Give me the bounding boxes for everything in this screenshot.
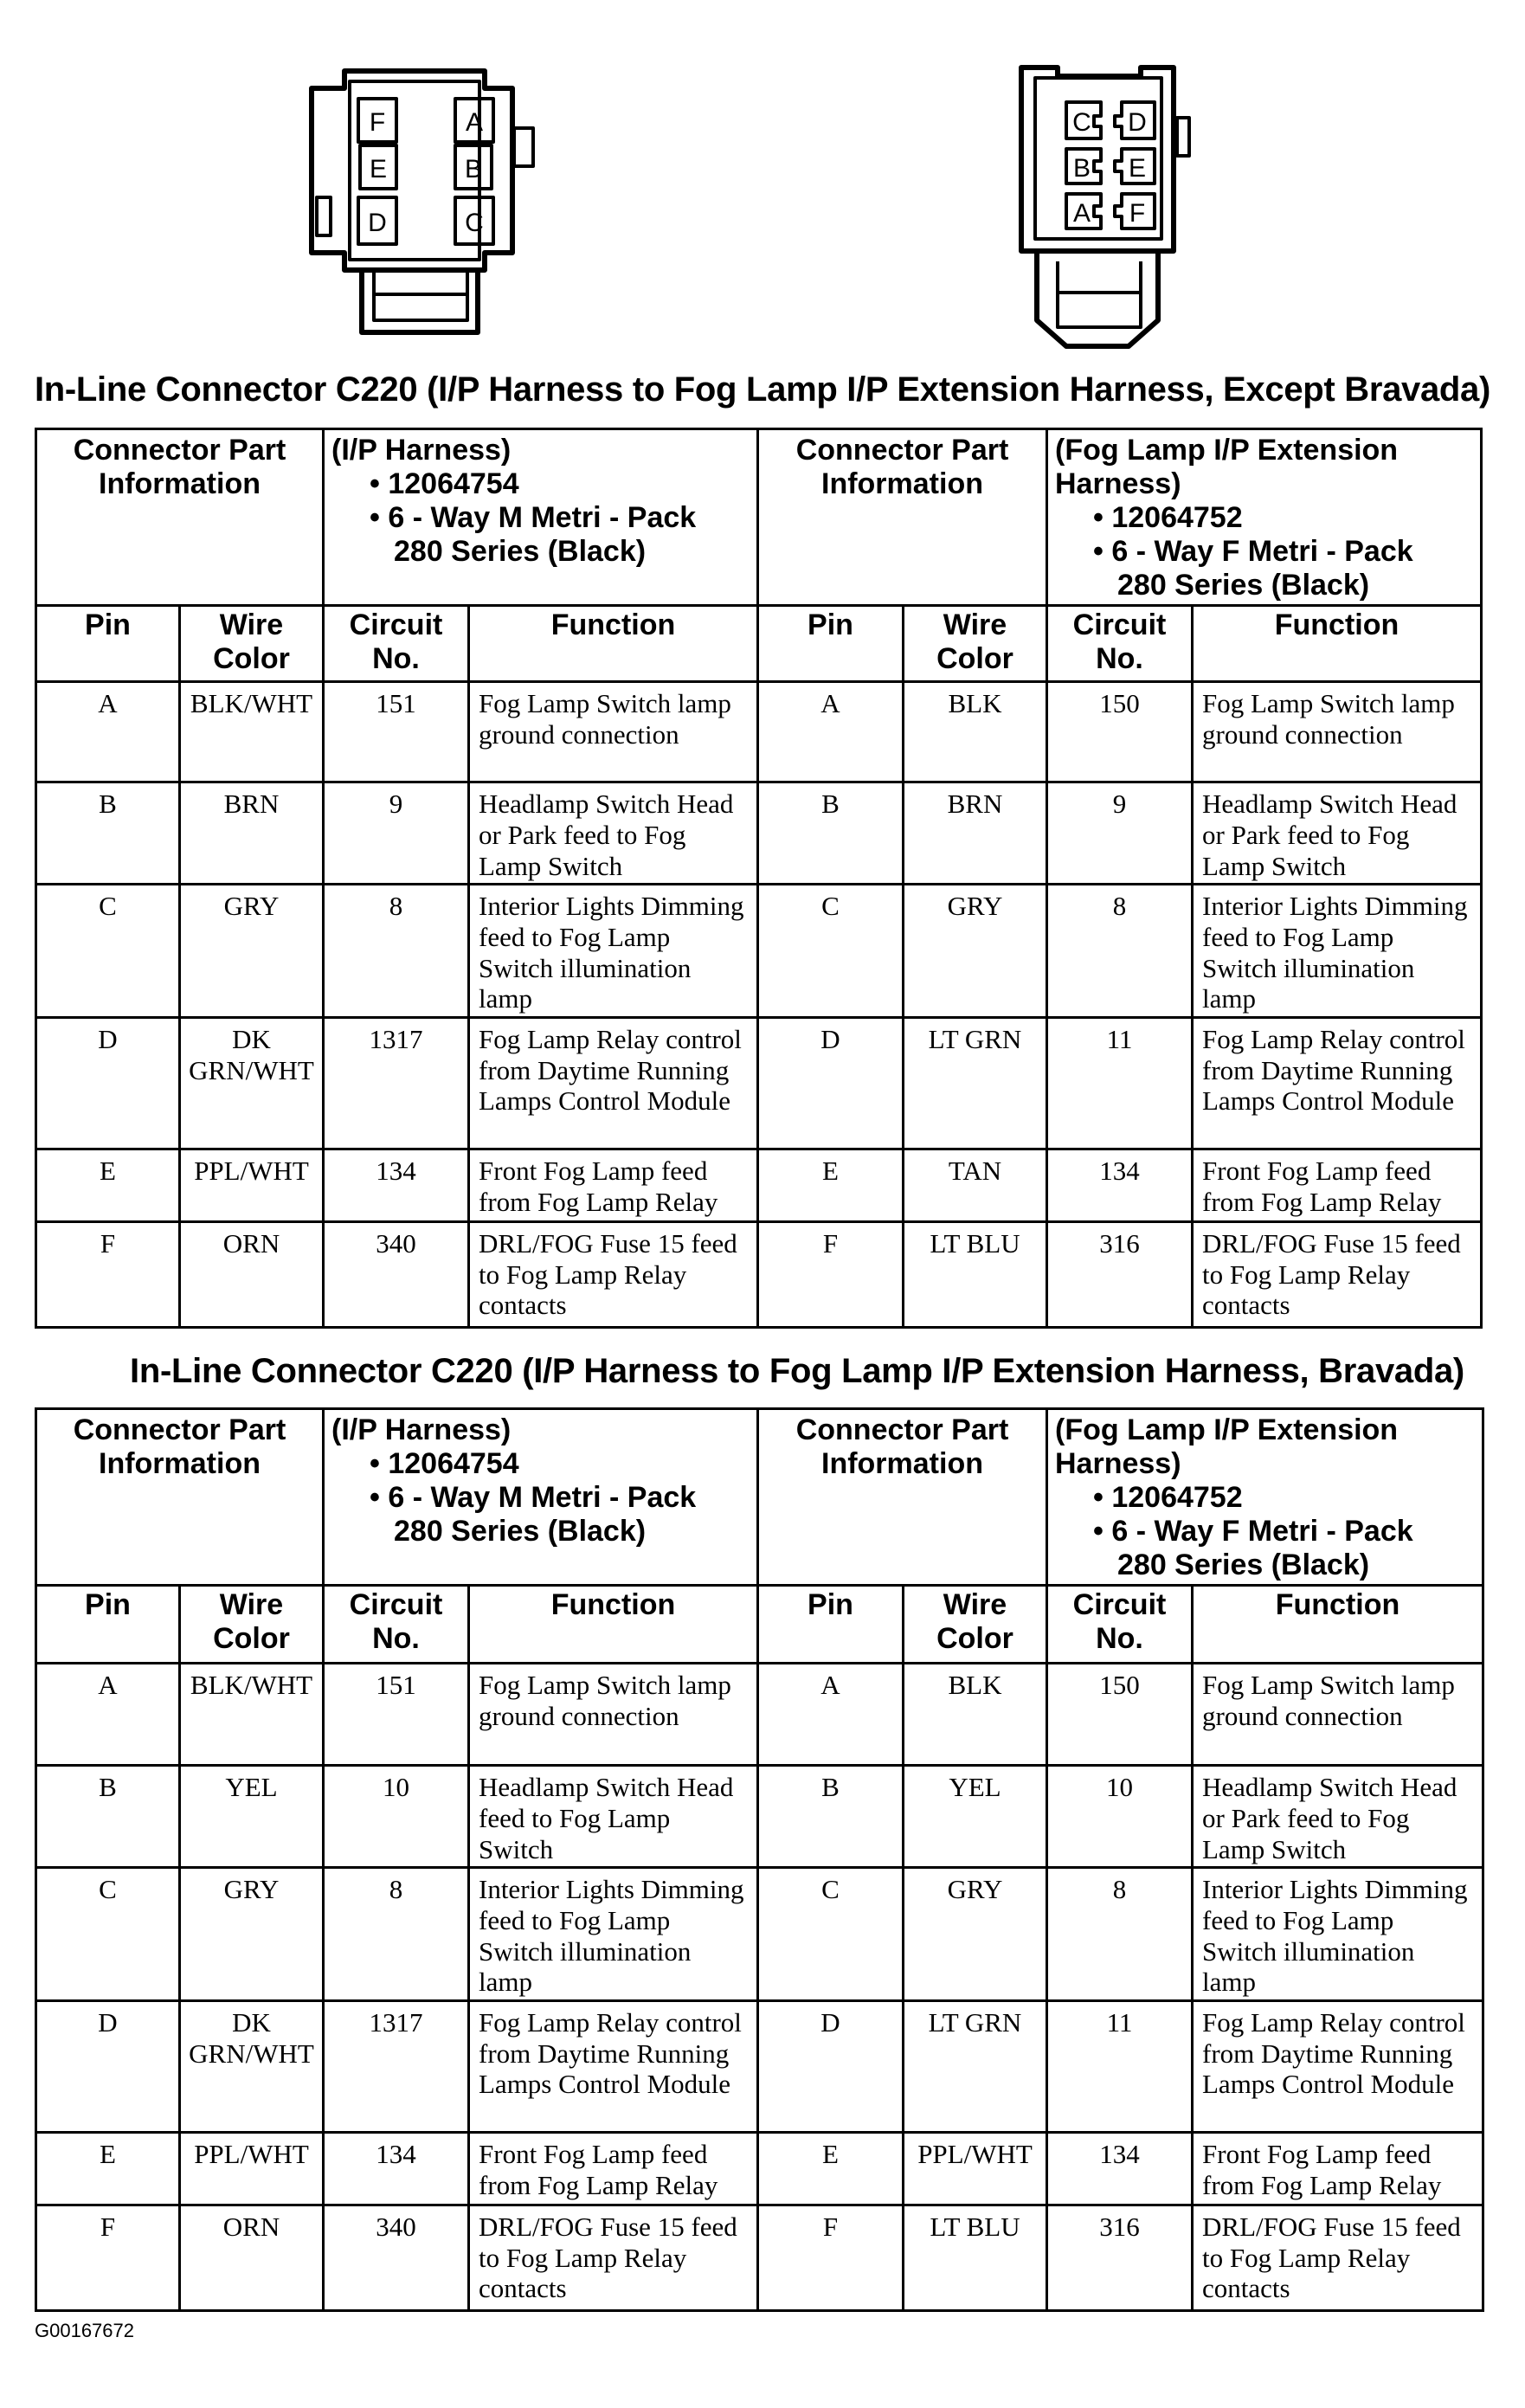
male-pin-e-label: E (369, 155, 388, 183)
col-header-circuit: Circuit No. (1047, 606, 1193, 682)
function-cell: DRL/FOG Fuse 15 feed to Fog Lamp Relay contacts (469, 1221, 758, 1327)
function-cell: Fog Lamp Switch lamp ground connection (469, 1664, 758, 1766)
wire-color-cell: PPL/WHT (180, 2133, 324, 2205)
connector-info-label: Connector Part Information (36, 429, 324, 606)
col-header-wire-color: Wire Color (180, 1586, 324, 1664)
pin-cell: C (758, 885, 904, 1018)
function-cell: Front Fog Lamp feed from Fog Lamp Relay (1193, 1149, 1482, 1221)
column-header-row (36, 1586, 1483, 1664)
circuit-cell: 8 (1047, 1868, 1193, 2001)
function-cell: Headlamp Switch Head or Park feed to Fog Lamp Switch (469, 782, 758, 885)
wire-color-cell: PPL/WHT (180, 1149, 324, 1221)
wire-color-cell: GRY (180, 1868, 324, 2001)
connector-info-value: (I/P Harness) • 12064754 • 6 - Way M Metri - Pack 280 Series (Black) (324, 1409, 758, 1586)
function-cell: Interior Lights Dimming feed to Fog Lamp Switch illumination lamp (469, 1868, 758, 2001)
function-cell: Interior Lights Dimming feed to Fog Lamp Switch illumination lamp (1193, 885, 1482, 1018)
function-cell: Interior Lights Dimming feed to Fog Lamp Switch illumination lamp (1193, 1868, 1483, 2001)
pin-cell: A (36, 682, 180, 782)
col-header-pin: Pin (36, 606, 180, 682)
connector-info-label: Connector Part Information (758, 1409, 1047, 1586)
female-pin-a-label: A (1072, 199, 1091, 228)
table-row (36, 682, 1482, 782)
pin-cell: A (758, 1664, 904, 1766)
function-cell: Front Fog Lamp feed from Fog Lamp Relay (469, 2133, 758, 2205)
table-row (36, 1149, 1482, 1221)
pin-cell: D (758, 1017, 904, 1149)
function-cell: Fog Lamp Relay control from Daytime Running Lamps Control Module (1193, 2001, 1483, 2133)
pin-cell: C (36, 885, 180, 1018)
col-header-pin: Pin (758, 606, 904, 682)
col-header-function: Function (1193, 606, 1482, 682)
female-pin-b-label: B (1072, 154, 1091, 183)
pin-cell: B (758, 782, 904, 885)
col-header-pin: Pin (758, 1586, 904, 1664)
circuit-cell: 11 (1047, 2001, 1193, 2133)
pin-cell: B (36, 782, 180, 885)
table-title-except-bravada: In-Line Connector C220 (I/P Harness to Fog Lamp I/P Extension Harness, Except Bravada) (34, 370, 1491, 409)
male-pin-a-label: A (465, 108, 484, 137)
table-row (36, 1664, 1483, 1766)
circuit-cell: 340 (324, 1221, 469, 1327)
connector-info-label: Connector Part Information (758, 429, 1047, 606)
connector-info-value: (Fog Lamp I/P Extension Harness) • 12064752 • 6 - Way F Metri - Pack 280 Series (Black) (1047, 1409, 1483, 1586)
male-connector-drawing (312, 71, 533, 332)
female-pin-f-label: F (1129, 199, 1146, 228)
col-header-circuit: Circuit No. (324, 1586, 469, 1664)
pin-cell: E (758, 2133, 904, 2205)
pin-cell: F (36, 1221, 180, 1327)
male-pin-c-label: C (465, 209, 484, 237)
function-cell: Front Fog Lamp feed from Fog Lamp Relay (1193, 2133, 1483, 2205)
function-cell: Headlamp Switch Head or Park feed to Fog Lamp Switch (1193, 782, 1482, 885)
pin-cell: E (36, 2133, 180, 2205)
male-pin-d-label: D (368, 209, 387, 237)
female-pin-e-label: E (1128, 154, 1147, 183)
circuit-cell: 1317 (324, 2001, 469, 2133)
pin-cell: E (36, 1149, 180, 1221)
pin-cell: D (758, 2001, 904, 2133)
wire-color-cell: BLK (904, 1664, 1047, 1766)
circuit-cell: 8 (324, 885, 469, 1018)
circuit-cell: 9 (1047, 782, 1193, 885)
wire-color-cell: BRN (904, 782, 1047, 885)
male-pin-b-label: B (464, 155, 483, 183)
connector-table-except-bravada (35, 428, 1483, 1329)
wire-color-cell: LT BLU (904, 2205, 1047, 2311)
table-title-bravada: In-Line Connector C220 (I/P Harness to Fog Lamp I/P Extension Harness, Bravada) (130, 1352, 1464, 1390)
function-cell: DRL/FOG Fuse 15 feed to Fog Lamp Relay contacts (1193, 2205, 1483, 2311)
table-row (36, 1017, 1482, 1149)
function-cell: DRL/FOG Fuse 15 feed to Fog Lamp Relay contacts (1193, 1221, 1482, 1327)
function-cell: Front Fog Lamp feed from Fog Lamp Relay (469, 1149, 758, 1221)
male-pin-f-label: F (369, 108, 386, 137)
table-row (36, 885, 1482, 1018)
function-cell: Interior Lights Dimming feed to Fog Lamp Switch illumination lamp (469, 885, 758, 1018)
pin-cell: F (758, 2205, 904, 2311)
wire-color-cell: GRY (904, 1868, 1047, 2001)
wire-color-cell: LT GRN (904, 2001, 1047, 2133)
circuit-cell: 151 (324, 682, 469, 782)
wire-color-cell: GRY (904, 885, 1047, 1018)
circuit-cell: 340 (324, 2205, 469, 2311)
circuit-cell: 134 (1047, 1149, 1193, 1221)
pin-cell: F (36, 2205, 180, 2311)
table-row (36, 2205, 1483, 2311)
connector-info-value: (I/P Harness) • 12064754 • 6 - Way M Metri - Pack 280 Series (Black) (324, 429, 758, 606)
wire-color-cell: YEL (180, 1766, 324, 1868)
col-header-function: Function (1193, 1586, 1483, 1664)
wire-color-cell: TAN (904, 1149, 1047, 1221)
female-connector-drawing (1021, 68, 1189, 346)
wire-color-cell: ORN (180, 1221, 324, 1327)
wire-color-cell: BRN (180, 782, 324, 885)
pin-cell: B (758, 1766, 904, 1868)
col-header-function: Function (469, 1586, 758, 1664)
connector-diagram (0, 0, 1525, 372)
col-header-wire-color: Wire Color (904, 1586, 1047, 1664)
wire-color-cell: PPL/WHT (904, 2133, 1047, 2205)
wire-color-cell: YEL (904, 1766, 1047, 1868)
col-header-circuit: Circuit No. (1047, 1586, 1193, 1664)
function-cell: Fog Lamp Switch lamp ground connection (469, 682, 758, 782)
function-cell: Fog Lamp Relay control from Daytime Running Lamps Control Module (469, 1017, 758, 1149)
connector-info-label: Connector Part Information (36, 1409, 324, 1586)
col-header-circuit: Circuit No. (324, 606, 469, 682)
pin-cell: C (758, 1868, 904, 2001)
wire-color-cell: LT BLU (904, 1221, 1047, 1327)
column-header-row (36, 606, 1482, 682)
function-cell: Fog Lamp Relay control from Daytime Running Lamps Control Module (1193, 1017, 1482, 1149)
circuit-cell: 10 (1047, 1766, 1193, 1868)
function-cell: DRL/FOG Fuse 15 feed to Fog Lamp Relay contacts (469, 2205, 758, 2311)
circuit-cell: 8 (324, 1868, 469, 2001)
function-cell: Fog Lamp Relay control from Daytime Running Lamps Control Module (469, 2001, 758, 2133)
pin-cell: F (758, 1221, 904, 1327)
pin-cell: C (36, 1868, 180, 2001)
wire-color-cell: BLK (904, 682, 1047, 782)
col-header-wire-color: Wire Color (904, 606, 1047, 682)
wire-color-cell: DK GRN/WHT (180, 2001, 324, 2133)
pin-cell: A (758, 682, 904, 782)
table-row (36, 1766, 1483, 1868)
circuit-cell: 1317 (324, 1017, 469, 1149)
table-row (36, 2133, 1483, 2205)
circuit-cell: 9 (324, 782, 469, 885)
function-cell: Headlamp Switch Head feed to Fog Lamp Switch (469, 1766, 758, 1868)
circuit-cell: 150 (1047, 682, 1193, 782)
figure-id: G00167672 (35, 2320, 134, 2341)
col-header-wire-color: Wire Color (180, 606, 324, 682)
circuit-cell: 134 (324, 2133, 469, 2205)
circuit-cell: 151 (324, 1664, 469, 1766)
circuit-cell: 150 (1047, 1664, 1193, 1766)
function-cell: Fog Lamp Switch lamp ground connection (1193, 682, 1482, 782)
pin-cell: D (36, 1017, 180, 1149)
col-header-function: Function (469, 606, 758, 682)
table-row (36, 1868, 1483, 2001)
female-pin-d-label: D (1128, 108, 1147, 137)
circuit-cell: 316 (1047, 1221, 1193, 1327)
table-row (36, 2001, 1483, 2133)
table-row (36, 782, 1482, 885)
circuit-cell: 10 (324, 1766, 469, 1868)
wire-color-cell: GRY (180, 885, 324, 1018)
circuit-cell: 134 (324, 1149, 469, 1221)
wire-color-cell: ORN (180, 2205, 324, 2311)
col-header-pin: Pin (36, 1586, 180, 1664)
circuit-cell: 8 (1047, 885, 1193, 1018)
pin-cell: E (758, 1149, 904, 1221)
pin-cell: A (36, 1664, 180, 1766)
circuit-cell: 316 (1047, 2205, 1193, 2311)
connector-info-value: (Fog Lamp I/P Extension Harness) • 12064752 • 6 - Way F Metri - Pack 280 Series (Black) (1047, 429, 1482, 606)
table-row (36, 1221, 1482, 1327)
female-pin-c-label: C (1072, 108, 1091, 137)
wire-color-cell: BLK/WHT (180, 1664, 324, 1766)
wire-color-cell: BLK/WHT (180, 682, 324, 782)
circuit-cell: 134 (1047, 2133, 1193, 2205)
pin-cell: D (36, 2001, 180, 2133)
function-cell: Fog Lamp Switch lamp ground connection (1193, 1664, 1483, 1766)
pin-cell: B (36, 1766, 180, 1868)
function-cell: Headlamp Switch Head or Park feed to Fog Lamp Switch (1193, 1766, 1483, 1868)
wire-color-cell: LT GRN (904, 1017, 1047, 1149)
circuit-cell: 11 (1047, 1017, 1193, 1149)
wire-color-cell: DK GRN/WHT (180, 1017, 324, 1149)
connector-table-bravada (35, 1407, 1484, 2312)
